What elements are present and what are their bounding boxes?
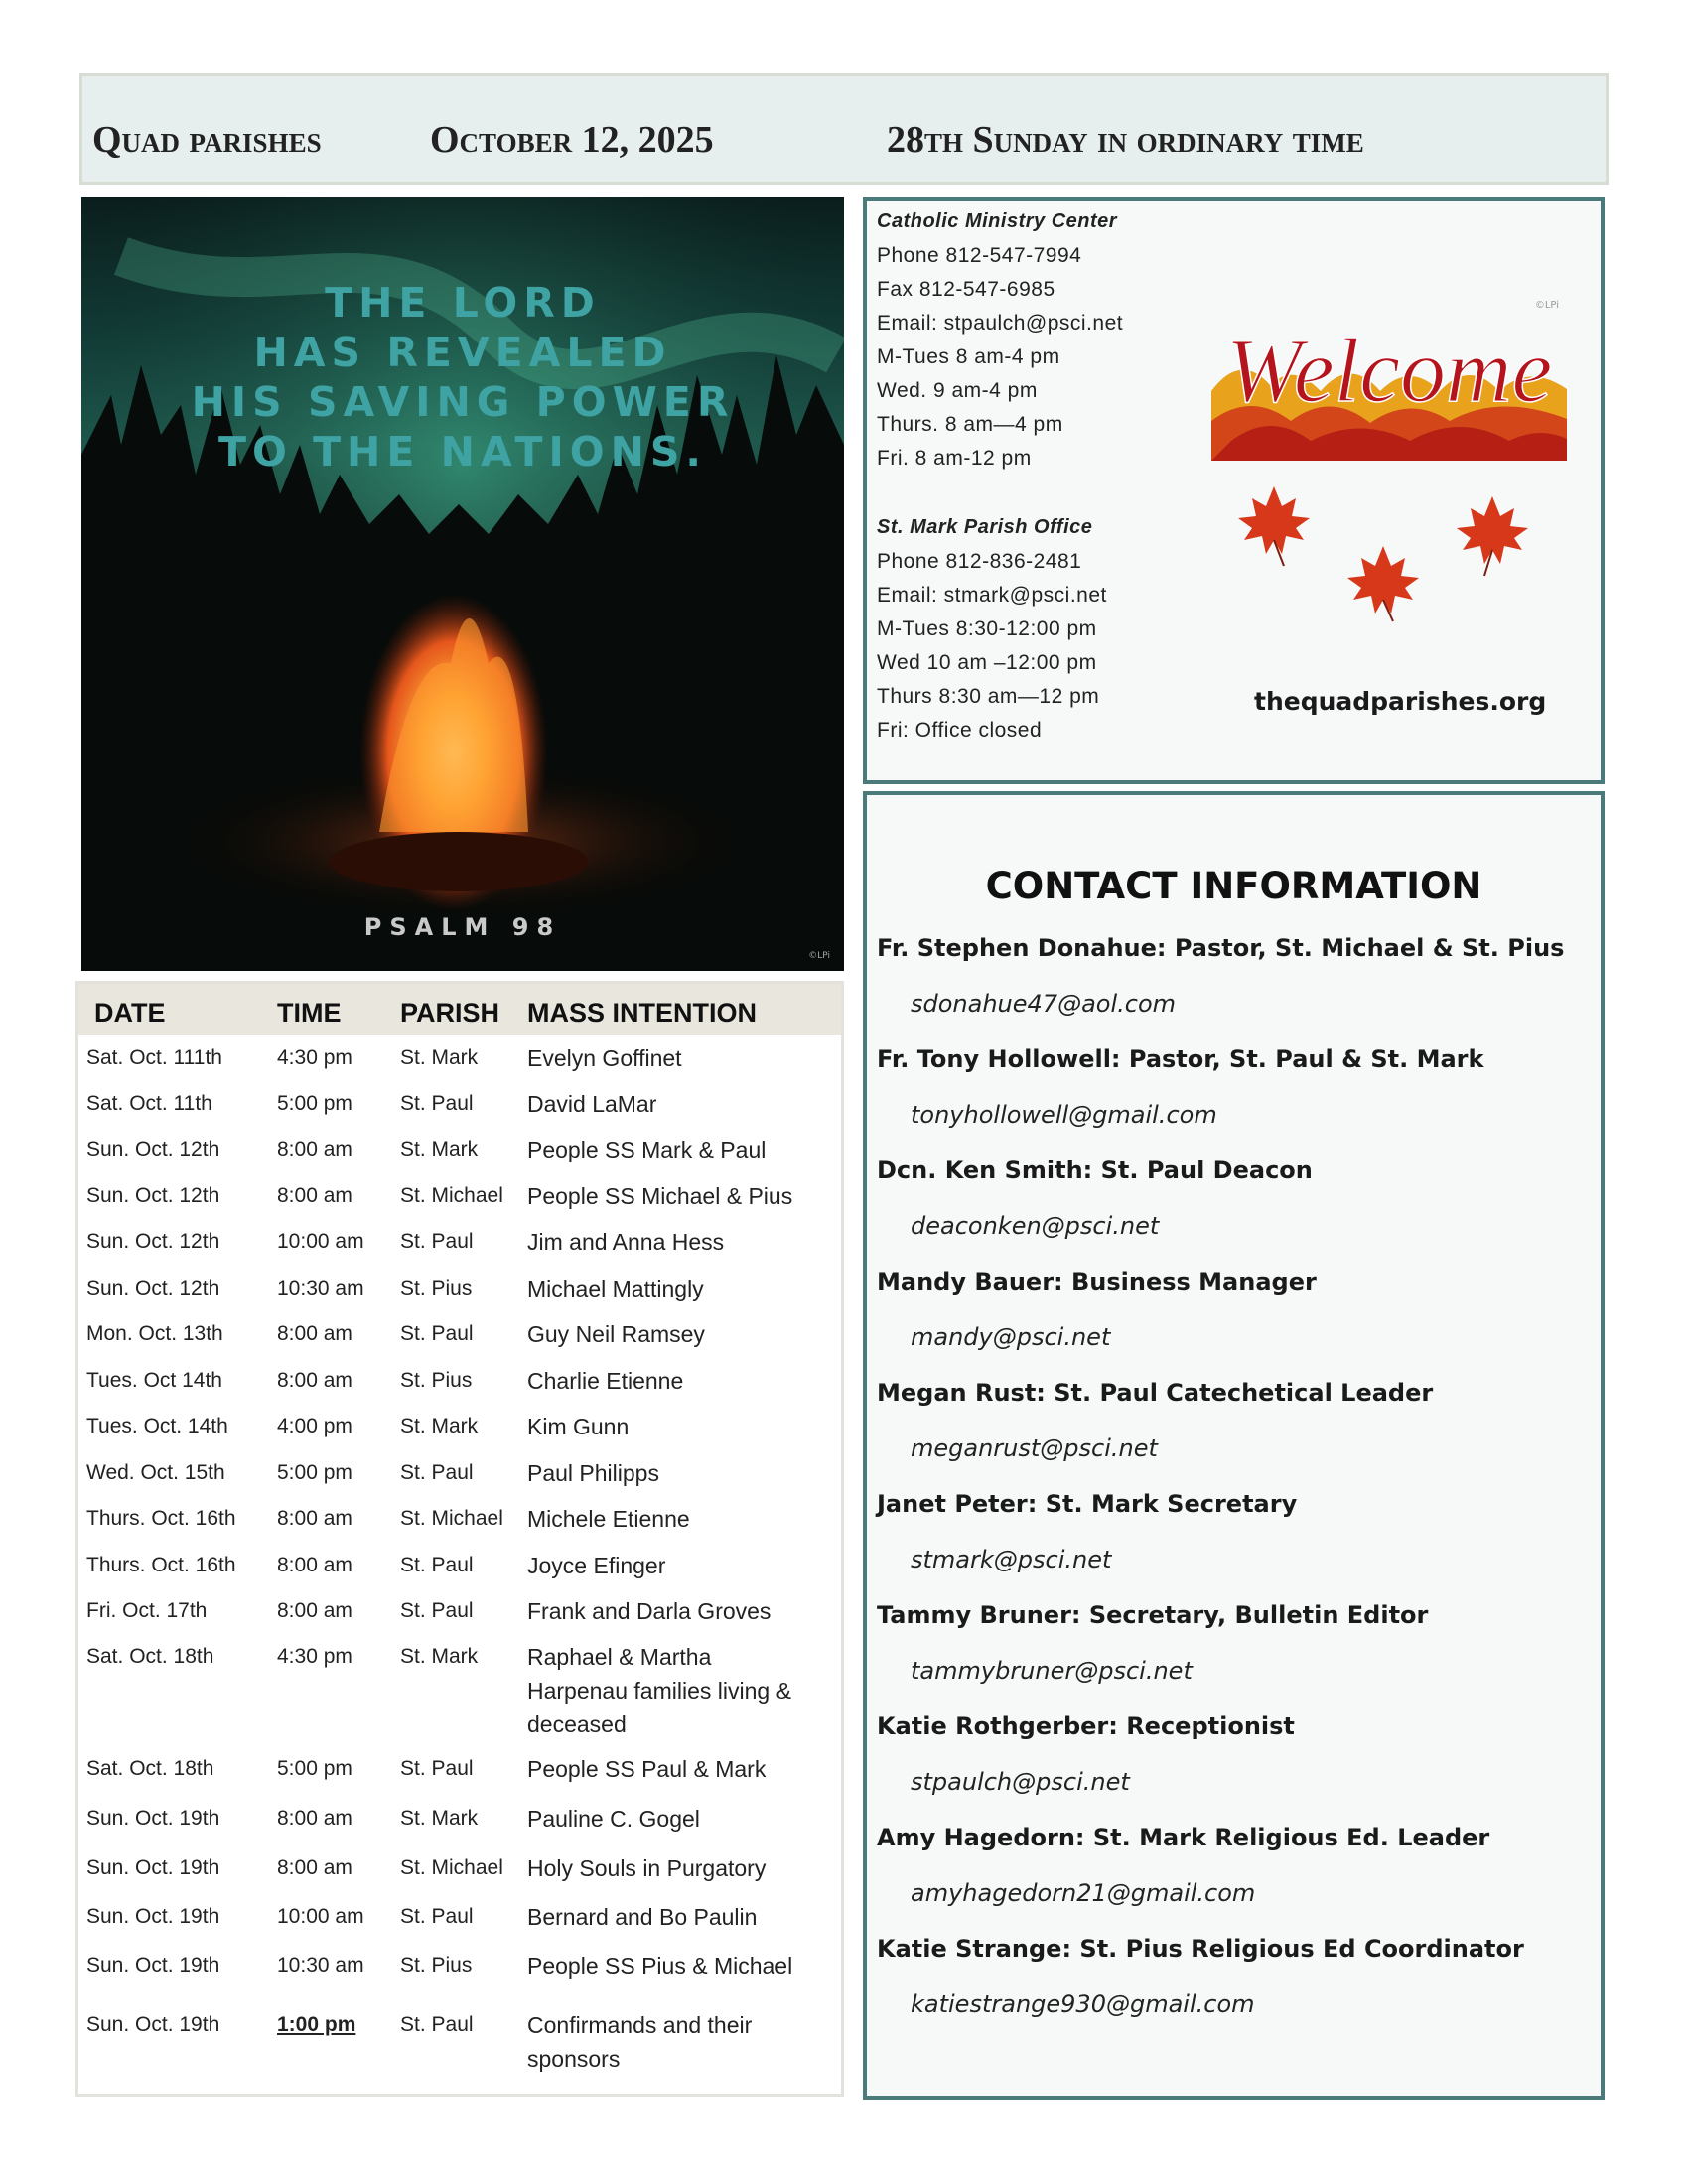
header-bar bbox=[79, 73, 1609, 185]
row-time: 5:00 pm bbox=[277, 1461, 352, 1484]
contact-email[interactable]: deaconken@psci.net bbox=[911, 1212, 1160, 1240]
row-time: 8:00 am bbox=[277, 1599, 352, 1622]
row-parish: St. Pius bbox=[400, 1277, 473, 1299]
row-date: Sun. Oct. 12th bbox=[86, 1138, 220, 1160]
stmark-hours-wed: Wed 10 am –12:00 pm bbox=[877, 651, 1097, 674]
row-intention: People SS Pius & Michael bbox=[527, 1953, 793, 1979]
col-header-parish: PARISH bbox=[400, 998, 500, 1027]
row-intention: Pauline C. Gogel bbox=[527, 1806, 700, 1832]
contact-name-role: Katie Rothgerber: Receptionist bbox=[877, 1712, 1295, 1740]
maple-leaves-icon bbox=[1224, 467, 1552, 625]
contact-email[interactable]: tonyhollowell@gmail.com bbox=[911, 1101, 1217, 1129]
parish-website: thequadparishes.org bbox=[1254, 687, 1547, 716]
row-date: Sat. Oct. 11th bbox=[86, 1092, 212, 1115]
contact-email[interactable]: stmark@psci.net bbox=[911, 1546, 1112, 1573]
row-parish: St. Michael bbox=[400, 1856, 503, 1879]
row-time: 8:00 am bbox=[277, 1856, 352, 1879]
row-time: 1:00 pm bbox=[277, 2013, 356, 2036]
row-parish: St. Michael bbox=[400, 1184, 503, 1207]
row-time: 10:30 am bbox=[277, 1277, 364, 1299]
org-name: Quad parishes bbox=[92, 119, 322, 161]
row-date: Sun. Oct. 19th bbox=[86, 1954, 220, 1977]
liturgical-sunday: 28th Sunday in ordinary time bbox=[887, 119, 1364, 161]
office-hours-box bbox=[863, 197, 1605, 784]
row-time: 10:30 am bbox=[277, 1954, 364, 1977]
cmc-hours-mtues: M-Tues 8 am-4 pm bbox=[877, 345, 1060, 368]
row-intention: Confirmands and their bbox=[527, 2012, 753, 2038]
row-time: 4:30 pm bbox=[277, 1645, 352, 1668]
row-date: Fri. Oct. 17th bbox=[86, 1599, 208, 1622]
cmc-fax: Fax 812-547-6985 bbox=[877, 278, 1055, 301]
row-intention: Evelyn Goffinet bbox=[527, 1045, 682, 1071]
row-intention: Kim Gunn bbox=[527, 1414, 630, 1439]
row-date: Sat. Oct. 111th bbox=[86, 1046, 222, 1069]
contact-email[interactable]: stpaulch@psci.net bbox=[911, 1768, 1130, 1796]
row-intention: People SS Mark & Paul bbox=[527, 1137, 767, 1162]
poster-citation: PSALM 98 bbox=[363, 913, 562, 941]
row-intention: People SS Michael & Pius bbox=[527, 1183, 793, 1209]
poster-credit: ©LPi bbox=[808, 951, 830, 961]
row-date: Sun. Oct. 19th bbox=[86, 1807, 220, 1830]
row-date: Wed. Oct. 15th bbox=[86, 1461, 225, 1484]
row-time: 5:00 pm bbox=[277, 1757, 352, 1780]
row-time: 4:00 pm bbox=[277, 1415, 352, 1437]
row-time: 10:00 am bbox=[277, 1230, 364, 1253]
row-date: Sun. Oct. 12th bbox=[86, 1184, 220, 1207]
row-intention: David LaMar bbox=[527, 1091, 657, 1117]
row-parish: St. Paul bbox=[400, 2013, 474, 2036]
welcome-leaves-image bbox=[1211, 292, 1567, 461]
row-parish: St. Mark bbox=[400, 1645, 479, 1668]
stmark-hours-fri: Fri: Office closed bbox=[877, 719, 1043, 742]
row-intention: People SS Paul & Mark bbox=[527, 1756, 767, 1782]
poster-line-3: HIS SAVING POWER bbox=[191, 378, 735, 426]
cmc-phone: Phone 812-547-7994 bbox=[877, 244, 1082, 267]
contact-name-role: Mandy Bauer: Business Manager bbox=[877, 1268, 1317, 1296]
row-time: 4:30 pm bbox=[277, 1046, 352, 1069]
col-header-time: TIME bbox=[277, 998, 342, 1027]
cmc-hours-fri: Fri. 8 am-12 pm bbox=[877, 447, 1032, 470]
row-time: 8:00 am bbox=[277, 1138, 352, 1160]
row-intention: Guy Neil Ramsey bbox=[527, 1321, 705, 1347]
stmark-phone: Phone 812-836-2481 bbox=[877, 550, 1082, 573]
cmc-title: Catholic Ministry Center bbox=[877, 210, 1118, 232]
row-intention: Paul Philipps bbox=[527, 1460, 659, 1486]
row-parish: St. Paul bbox=[400, 1554, 474, 1576]
row-intention: Joyce Efinger bbox=[527, 1553, 666, 1578]
cmc-hours-wed: Wed. 9 am-4 pm bbox=[877, 379, 1038, 402]
contact-email[interactable]: amyhagedorn21@gmail.com bbox=[911, 1879, 1256, 1907]
row-date: Sun. Oct. 19th bbox=[86, 1856, 220, 1879]
row-parish: St. Paul bbox=[400, 1230, 474, 1253]
row-intention: Jim and Anna Hess bbox=[527, 1229, 725, 1255]
contact-email[interactable]: sdonahue47@aol.com bbox=[911, 990, 1177, 1018]
row-time: 8:00 am bbox=[277, 1184, 352, 1207]
contact-name-role: Janet Peter: St. Mark Secretary bbox=[877, 1490, 1298, 1518]
row-time: 8:00 am bbox=[277, 1807, 352, 1830]
row-intention: Michael Mattingly bbox=[527, 1276, 704, 1301]
row-parish: St. Paul bbox=[400, 1092, 474, 1115]
poster-line-1: THE LORD bbox=[325, 279, 601, 327]
col-header-intention: MASS INTENTION bbox=[527, 998, 758, 1027]
poster-line-4: TO THE NATIONS. bbox=[217, 428, 707, 476]
row-date: Sun. Oct. 12th bbox=[86, 1230, 220, 1253]
row-parish: St. Paul bbox=[400, 1599, 474, 1622]
stmark-hours-mtues: M-Tues 8:30-12:00 pm bbox=[877, 617, 1097, 640]
row-date: Sat. Oct. 18th bbox=[86, 1645, 214, 1668]
row-parish: St. Pius bbox=[400, 1369, 473, 1392]
contact-email[interactable]: katiestrange930@gmail.com bbox=[911, 1990, 1255, 2018]
row-parish: St. Michael bbox=[400, 1507, 503, 1530]
row-date: Mon. Oct. 13th bbox=[86, 1322, 223, 1345]
stmark-title: St. Mark Parish Office bbox=[877, 516, 1093, 538]
contact-name-role: Katie Strange: St. Pius Religious Ed Coordinator bbox=[877, 1935, 1524, 1963]
row-date: Sun. Oct. 19th bbox=[86, 1905, 220, 1928]
row-intention: Bernard and Bo Paulin bbox=[527, 1904, 758, 1930]
row-intention: Frank and Darla Groves bbox=[527, 1598, 772, 1624]
row-time: 10:00 am bbox=[277, 1905, 364, 1928]
row-parish: St. Mark bbox=[400, 1807, 479, 1830]
row-parish: St. Paul bbox=[400, 1322, 474, 1345]
row-intention: Holy Souls in Purgatory bbox=[527, 1855, 767, 1881]
stmark-email: Email: stmark@psci.net bbox=[877, 584, 1107, 607]
contact-heading: CONTACT INFORMATION bbox=[985, 865, 1482, 907]
contact-name-role: Fr. Stephen Donahue: Pastor, St. Michael & St. Pius bbox=[877, 934, 1565, 962]
row-date: Sat. Oct. 18th bbox=[86, 1757, 214, 1780]
row-date: Tues. Oct 14th bbox=[86, 1369, 222, 1392]
row-date: Sun. Oct. 19th bbox=[86, 2013, 220, 2036]
contact-name-role: Megan Rust: St. Paul Catechetical Leader bbox=[877, 1379, 1434, 1407]
row-parish: St. Paul bbox=[400, 1905, 474, 1928]
row-parish: St. Mark bbox=[400, 1046, 479, 1069]
contact-name-role: Tammy Bruner: Secretary, Bulletin Editor bbox=[877, 1601, 1429, 1629]
contact-name-role: Amy Hagedorn: St. Mark Religious Ed. Leader bbox=[877, 1824, 1490, 1851]
contact-email[interactable]: tammybruner@psci.net bbox=[911, 1657, 1193, 1685]
row-intention-continued: sponsors bbox=[527, 2046, 621, 2072]
row-date: Thurs. Oct. 16th bbox=[86, 1554, 236, 1576]
col-header-date: DATE bbox=[94, 998, 166, 1027]
contact-email[interactable]: meganrust@psci.net bbox=[911, 1434, 1158, 1462]
stmark-hours-thurs: Thurs 8:30 am—12 pm bbox=[877, 685, 1100, 708]
row-parish: St. Mark bbox=[400, 1138, 479, 1160]
row-intention-continued: Harpenau families living & bbox=[527, 1678, 791, 1704]
cmc-hours-thurs: Thurs. 8 am—4 pm bbox=[877, 413, 1063, 436]
poster-line-2: HAS REVEALED bbox=[253, 329, 672, 376]
row-intention-continued: deceased bbox=[527, 1711, 627, 1737]
row-date: Thurs. Oct. 16th bbox=[86, 1507, 236, 1530]
row-date: Tues. Oct. 14th bbox=[86, 1415, 228, 1437]
cmc-email: Email: stpaulch@psci.net bbox=[877, 312, 1124, 335]
welcome-image-text: Welcome bbox=[1225, 320, 1553, 421]
mass-schedule-table bbox=[75, 981, 844, 2097]
row-time: 8:00 am bbox=[277, 1322, 352, 1345]
row-parish: St. Pius bbox=[400, 1954, 473, 1977]
contact-information-box bbox=[863, 791, 1605, 2100]
contact-email[interactable]: mandy@psci.net bbox=[911, 1323, 1111, 1351]
row-parish: St. Paul bbox=[400, 1461, 474, 1484]
row-intention: Michele Etienne bbox=[527, 1506, 690, 1532]
psalm-poster-image bbox=[81, 197, 844, 971]
row-time: 5:00 pm bbox=[277, 1092, 352, 1115]
row-date: Sun. Oct. 12th bbox=[86, 1277, 220, 1299]
row-parish: St. Mark bbox=[400, 1415, 479, 1437]
contact-name-role: Fr. Tony Hollowell: Pastor, St. Paul & St. Mark bbox=[877, 1045, 1484, 1073]
bulletin-date: October 12, 2025 bbox=[430, 119, 714, 161]
welcome-credit: ©LPi bbox=[1534, 300, 1559, 311]
row-time: 8:00 am bbox=[277, 1507, 352, 1530]
row-intention: Raphael & Martha bbox=[527, 1644, 712, 1670]
row-time: 8:00 am bbox=[277, 1554, 352, 1576]
row-time: 8:00 am bbox=[277, 1369, 352, 1392]
row-parish: St. Paul bbox=[400, 1757, 474, 1780]
contact-name-role: Dcn. Ken Smith: St. Paul Deacon bbox=[877, 1157, 1313, 1184]
row-intention: Charlie Etienne bbox=[527, 1368, 684, 1394]
